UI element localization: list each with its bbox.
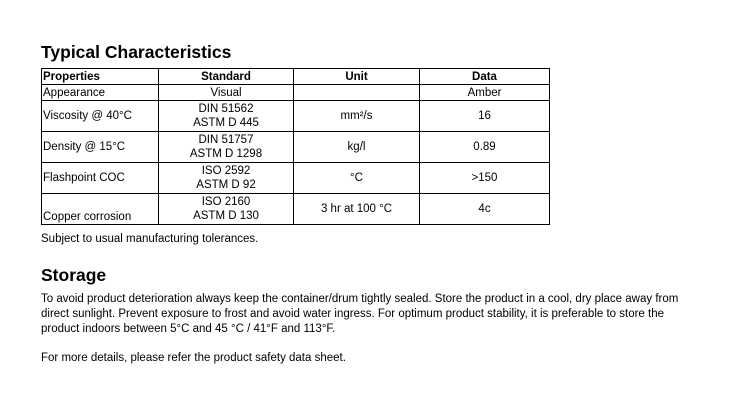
section-title-storage: Storage bbox=[41, 265, 107, 285]
unit-cell: kg/l bbox=[294, 132, 420, 163]
storage-paragraph: To avoid product deterioration always keep the container/drum tightly sealed. Store the product in a cool, dry place away from direct sunlight. Prevent exposure to frost and avoid water ingress. For optimum product stability, it is preferable to store the product indoors between 5°C and 45 °C / 41°F and 113°F. bbox=[41, 293, 679, 335]
standard-line-2: ASTM D 92 bbox=[196, 179, 256, 191]
data-cell: >150 bbox=[420, 163, 550, 194]
standard-line-2: ASTM D 1298 bbox=[189, 148, 263, 160]
table-row bbox=[42, 101, 550, 132]
standard-cell bbox=[159, 101, 294, 132]
standard-line-2: ASTM D 130 bbox=[193, 210, 259, 222]
header-properties: Properties bbox=[42, 69, 159, 85]
header-unit: Unit bbox=[294, 69, 420, 85]
data-cell: 16 bbox=[420, 101, 550, 132]
standard-cell: Visual bbox=[159, 85, 294, 101]
property-cell: Density @ 15°C bbox=[42, 132, 159, 163]
standard-cell bbox=[159, 163, 294, 194]
unit-cell bbox=[294, 85, 420, 101]
standard-line-2: ASTM D 445 bbox=[193, 117, 259, 129]
standard-line-1: DIN 51757 bbox=[198, 134, 254, 146]
table-row bbox=[42, 132, 550, 163]
data-cell: 0.89 bbox=[420, 132, 550, 163]
characteristics-table bbox=[41, 68, 550, 225]
standard-line-1: ISO 2160 bbox=[201, 196, 251, 208]
standard-line-1: ISO 2592 bbox=[201, 165, 251, 177]
unit-cell: °C bbox=[294, 163, 420, 194]
property-cell: Copper corrosion bbox=[42, 194, 159, 225]
section-title-typical-characteristics: Typical Characteristics bbox=[41, 42, 232, 62]
header-data: Data bbox=[420, 69, 550, 85]
unit-cell: mm²/s bbox=[294, 101, 420, 132]
table-row bbox=[42, 194, 550, 225]
standard-cell bbox=[159, 132, 294, 163]
property-cell: Viscosity @ 40°C bbox=[42, 101, 159, 132]
standard-line-1: DIN 51562 bbox=[198, 103, 254, 115]
more-details-text: For more details, please refer the product safety data sheet. bbox=[41, 352, 346, 364]
table-row bbox=[42, 85, 550, 101]
table-header-row bbox=[42, 69, 550, 85]
standard-cell bbox=[159, 194, 294, 225]
data-cell: Amber bbox=[420, 85, 550, 101]
table-row bbox=[42, 163, 550, 194]
header-standard: Standard bbox=[159, 69, 294, 85]
property-cell: Appearance bbox=[42, 85, 159, 101]
tolerance-note: Subject to usual manufacturing tolerances. bbox=[41, 233, 259, 245]
property-cell: Flashpoint COC bbox=[42, 163, 159, 194]
unit-cell: 3 hr at 100 °C bbox=[294, 194, 420, 225]
data-cell: 4c bbox=[420, 194, 550, 225]
